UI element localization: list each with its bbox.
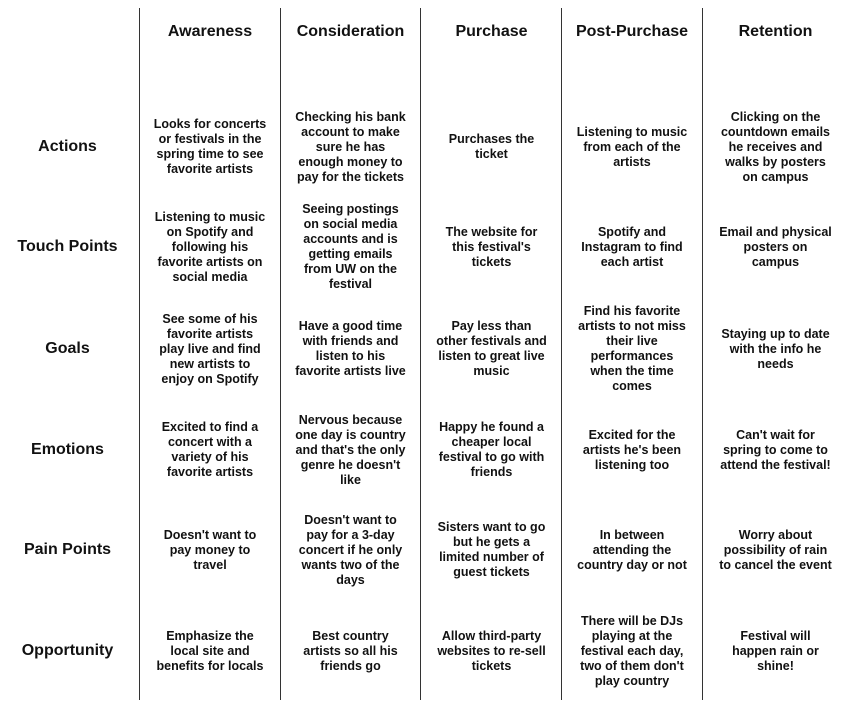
cell-text-line: on Spotify and	[166, 224, 254, 239]
cell-text-line: limited number of	[439, 550, 544, 564]
map-cell	[562, 299, 702, 399]
map-cell	[562, 197, 702, 297]
cell-text-line: ticket	[475, 147, 508, 161]
cell-text-line: Listening to music	[576, 124, 688, 139]
cell-text-line: festival each day,	[580, 643, 684, 658]
cell-text-line: each artist	[600, 254, 664, 269]
map-cell	[421, 400, 562, 500]
cell-text-line: favorite artists on	[157, 254, 263, 269]
cell-text-line: music	[473, 364, 510, 378]
row-label-goals: Goals	[45, 340, 90, 357]
cell-text-line: concert if he only	[298, 542, 403, 557]
cell-text-line: local site and	[170, 643, 250, 658]
cell-text-line: account to make	[301, 124, 400, 139]
map-cell	[281, 500, 420, 600]
map-cell	[703, 500, 848, 600]
cell-text-line: Instagram to find	[581, 239, 683, 254]
cell-text-line: listen to his	[315, 349, 386, 363]
cell-text-line: friends	[470, 465, 513, 479]
cell-text-line: enjoy on Spotify	[161, 371, 259, 386]
cell-text-line: tickets	[471, 254, 512, 269]
cell-text-line: he receives and	[728, 139, 823, 154]
map-cell	[703, 601, 848, 701]
map-cell	[703, 400, 848, 500]
map-cell	[140, 197, 280, 297]
cell-text-line: this festival's	[452, 239, 531, 254]
cell-text-line: concert with a	[167, 435, 253, 449]
cell-text-line: getting emails	[308, 247, 393, 261]
cell-text-line: other festivals and	[436, 334, 547, 348]
column-header-consideration: Consideration	[296, 23, 405, 40]
cell-text-line: with friends and	[302, 334, 399, 348]
cell-text-line: guest tickets	[453, 565, 530, 579]
cell-text-line: wants two of the	[301, 557, 400, 572]
cell-text-line: favorite artists live	[295, 364, 406, 378]
cell-text-line: enough money to	[298, 154, 403, 169]
cell-text-line: Can't wait for	[736, 427, 815, 442]
cell-text-line: Allow third-party	[441, 628, 542, 643]
cell-text-line: or festivals in the	[158, 132, 262, 146]
cell-text-line: Seeing postings	[302, 202, 399, 216]
cell-text-line: Festival will	[740, 628, 811, 643]
map-cell	[281, 400, 420, 500]
cell-text-line: listen to great live	[438, 349, 545, 363]
cell-text-line: play country	[594, 673, 670, 688]
row-label-actions: Actions	[38, 138, 97, 155]
cell-text-line: listening too	[594, 457, 670, 472]
map-cell	[562, 601, 702, 701]
cell-text-line: The website for	[445, 224, 538, 239]
cell-text-line: on campus	[742, 169, 809, 184]
cell-text-line: from UW on the	[303, 262, 398, 276]
map-cell	[281, 299, 420, 399]
cell-text-line: countdown emails	[720, 124, 831, 139]
cell-text-line: Spotify and	[597, 224, 667, 239]
column-header-retention: Retention	[738, 23, 813, 40]
cell-text-line: walks by posters	[725, 154, 826, 169]
cell-text-line: Listening to music	[154, 209, 266, 224]
cell-text-line: cheaper local	[451, 435, 532, 449]
map-cell	[703, 197, 848, 297]
cell-text-line: on social media	[303, 217, 398, 231]
cell-text-line: See some of his	[162, 311, 258, 326]
map-cell	[562, 400, 702, 500]
map-cell	[140, 299, 280, 399]
cell-text-line: needs	[757, 356, 794, 371]
cell-text-line: festival	[328, 277, 373, 291]
cell-text-line: attending the	[592, 542, 672, 557]
cell-text-line: one day is country	[295, 427, 406, 442]
cell-text-line: playing at the	[591, 628, 673, 643]
cell-text-line: Sisters want to go	[437, 520, 546, 534]
column-header-purchase: Purchase	[455, 23, 528, 40]
map-cell	[281, 601, 420, 701]
cell-text-line: Find his favorite	[583, 304, 681, 318]
cell-text-line: sure he has	[315, 139, 386, 154]
cell-text-line: to cancel the event	[719, 557, 832, 572]
map-cell	[281, 97, 420, 197]
map-cell	[562, 97, 702, 197]
row-label-touch-points: Touch Points	[17, 238, 118, 255]
cell-text-line: pay for the tickets	[297, 169, 404, 184]
row-label-opportunity: Opportunity	[21, 642, 114, 659]
cell-text-line: Staying up to date	[721, 326, 830, 341]
map-cell	[421, 500, 562, 600]
cell-text-line: festival to go with	[438, 450, 545, 464]
cell-text-line: artists so all his	[303, 643, 398, 658]
map-cell	[421, 601, 562, 701]
cell-text-line: travel	[193, 557, 227, 572]
cell-text-line: attend the festival!	[720, 457, 831, 472]
map-cell	[140, 97, 280, 197]
cell-text-line: favorite artists	[166, 326, 254, 341]
cell-text-line: Email and physical	[719, 224, 832, 239]
cell-text-line: Checking his bank	[295, 109, 406, 124]
map-cell	[421, 97, 562, 197]
cell-text-line: Worry about	[738, 527, 813, 542]
cell-text-line: posters on	[743, 239, 808, 254]
cell-text-line: Happy he found a	[439, 420, 544, 434]
row-label-pain-points: Pain Points	[23, 541, 112, 558]
cell-text-line: Clicking on the	[730, 109, 821, 124]
column-header-awareness: Awareness	[167, 23, 253, 40]
cell-text-line: favorite artists	[166, 162, 254, 176]
map-cell	[421, 299, 562, 399]
map-cell	[140, 500, 280, 600]
cell-text-line: shine!	[757, 658, 794, 673]
cell-text-line: social media	[172, 269, 248, 284]
cell-text-line: benefits for locals	[156, 658, 264, 673]
cell-text-line: new artists to	[169, 356, 251, 371]
map-cell	[140, 601, 280, 701]
map-cell	[703, 299, 848, 399]
cell-text-line: There will be DJs	[580, 613, 684, 628]
cell-text-line: tickets	[471, 658, 512, 673]
cell-text-line: variety of his	[171, 450, 249, 464]
map-cell	[140, 400, 280, 500]
cell-text-line: artists to not miss	[578, 319, 686, 333]
cell-text-line: country day or not	[577, 557, 687, 572]
cell-text-line: accounts and is	[303, 232, 398, 246]
cell-text-line: Emphasize the	[166, 628, 254, 643]
cell-text-line: but he gets a	[452, 535, 531, 549]
cell-text-line: Have a good time	[298, 319, 403, 333]
cell-text-line: Doesn't want to	[304, 512, 397, 527]
cell-text-line: their live	[606, 334, 658, 348]
map-cell	[703, 97, 848, 197]
cell-text-line: following his	[171, 239, 249, 254]
cell-text-line: two of them don't	[580, 658, 684, 673]
cell-text-line: with the info he	[729, 341, 822, 356]
cell-text-line: campus	[751, 254, 800, 269]
cell-text-line: performances	[590, 349, 674, 363]
cell-text-line: possibility of rain	[723, 542, 828, 557]
cell-text-line: Excited to find a	[161, 420, 259, 434]
cell-text-line: spring time to see	[156, 147, 264, 161]
cell-text-line: when the time	[590, 364, 674, 378]
cell-text-line: Excited for the	[588, 427, 676, 442]
cell-text-line: Nervous because	[298, 412, 403, 427]
cell-text-line: In between	[599, 527, 665, 542]
cell-text-line: play live and find	[159, 341, 261, 356]
cell-text-line: pay for a 3-day	[306, 527, 395, 542]
column-header-post-purchase: Post-Purchase	[575, 23, 689, 40]
cell-text-line: genre he doesn't	[300, 457, 401, 472]
cell-text-line: spring to come to	[723, 442, 828, 457]
cell-text-line: Purchases the	[448, 132, 535, 146]
cell-text-line: days	[336, 572, 365, 587]
row-label-emotions: Emotions	[31, 441, 104, 458]
cell-text-line: websites to re-sell	[437, 643, 546, 658]
cell-text-line: comes	[612, 379, 652, 393]
map-cell	[421, 197, 562, 297]
cell-text-line: pay money to	[169, 542, 251, 557]
cell-text-line: happen rain or	[732, 643, 819, 658]
cell-text-line: Pay less than	[451, 319, 532, 333]
cell-text-line: Best country	[312, 628, 389, 643]
cell-text-line: and that's the only	[295, 442, 406, 457]
cell-text-line: friends go	[320, 658, 381, 673]
cell-text-line: from each of the	[583, 139, 681, 154]
map-cell	[562, 500, 702, 600]
cell-text-line: artists	[613, 154, 651, 169]
cell-text-line: artists he's been	[582, 442, 682, 457]
cell-text-line: like	[340, 472, 361, 487]
map-cell	[281, 197, 420, 297]
cell-text-line: Looks for concerts	[153, 117, 267, 131]
cell-text-line: favorite artists	[166, 465, 254, 479]
cell-text-line: Doesn't want to	[163, 527, 257, 542]
